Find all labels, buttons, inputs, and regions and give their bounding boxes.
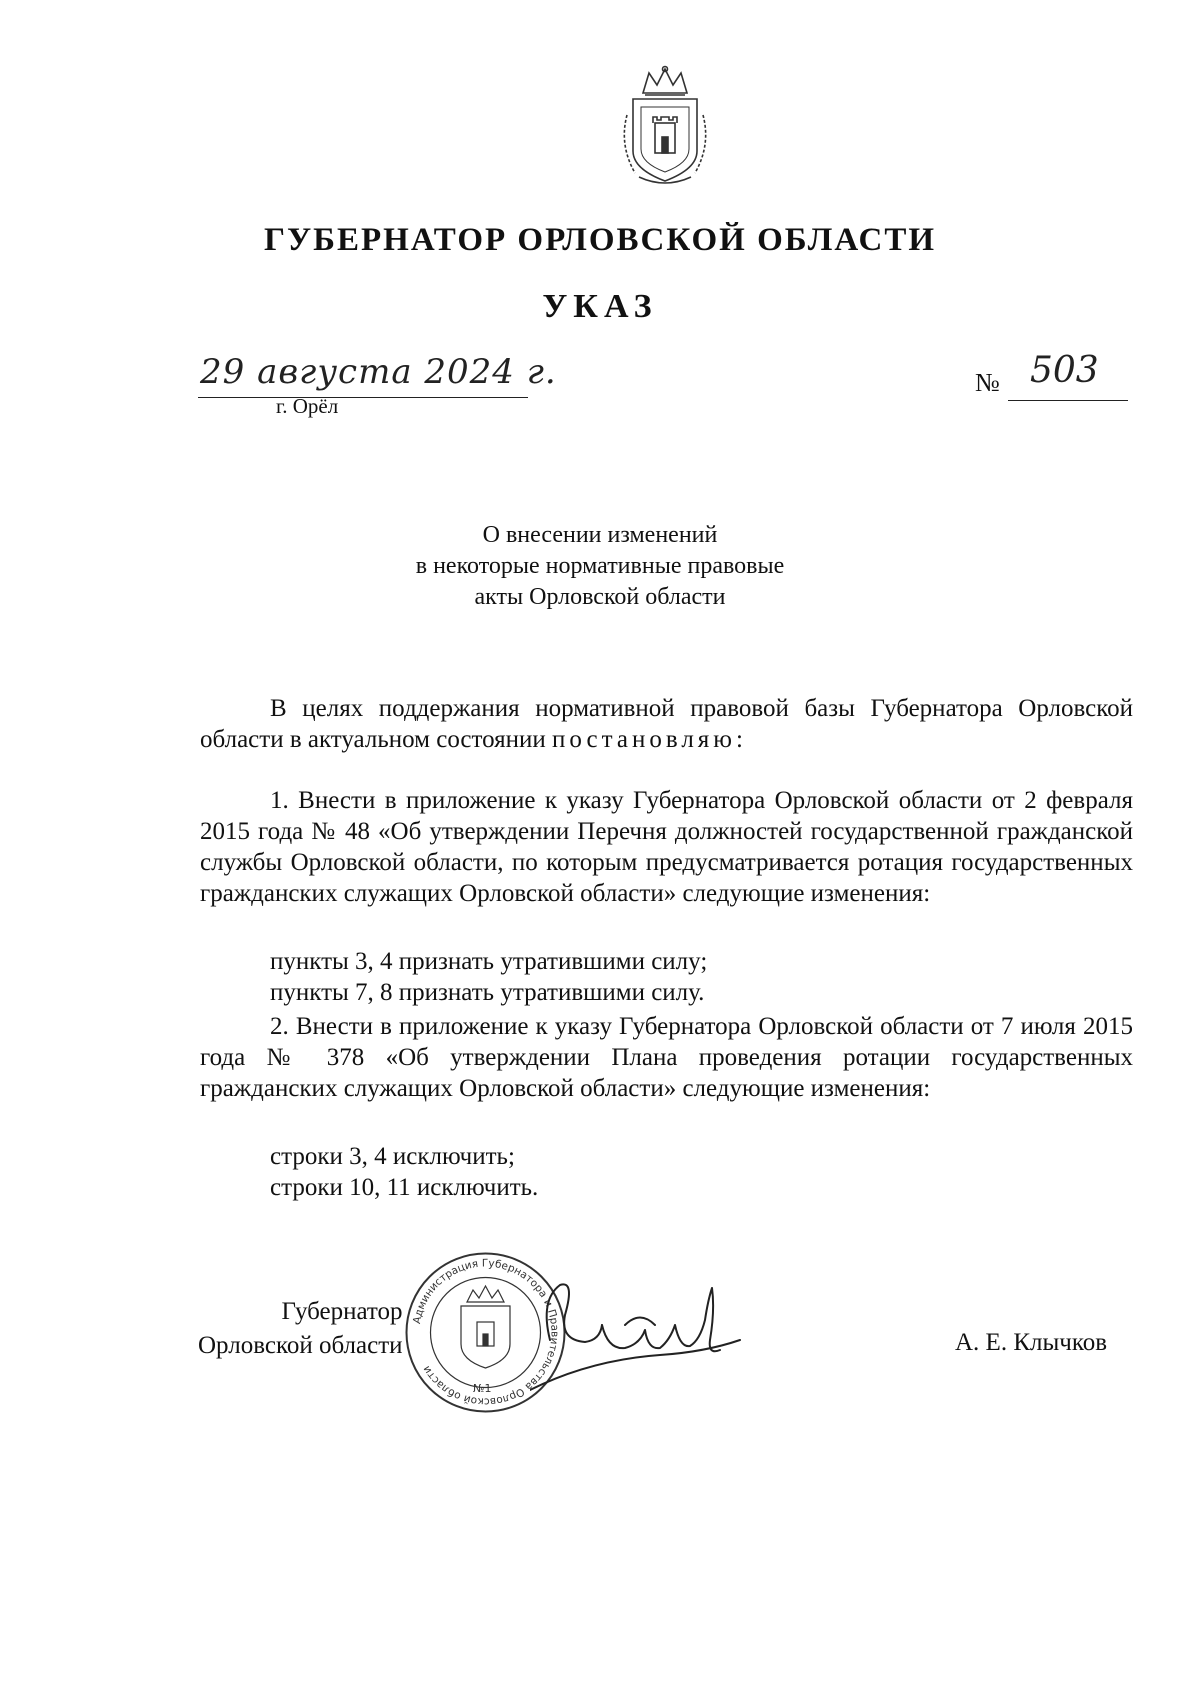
preamble-text: В целях поддержания нормативной правовой базы Губернатора Орловской области в актуальном состоянии [200, 695, 1133, 753]
svg-text:Администрация Губернатора и Пр: Администрация Губернатора и Правительства Орловской области [411, 1257, 561, 1408]
preamble-paragraph [200, 693, 1133, 755]
handwritten-signature [530, 1270, 760, 1410]
date-handwritten: 29 августа 2024 г. [200, 352, 557, 392]
preamble-end: : [735, 726, 743, 753]
preamble-emphasis: постановляю [552, 726, 736, 753]
org-title: ГУБЕРНАТОР ОРЛОВСКОЙ ОБЛАСТИ [263, 222, 937, 258]
signatory-name: А. Е. Клычков [955, 1329, 1108, 1356]
number-label: № [975, 368, 1000, 397]
doc-type-heading: УКАЗ [542, 288, 658, 325]
subject-line: О внесении изменений [482, 522, 718, 548]
subject-line: в некоторые нормативные правовые [415, 553, 785, 579]
svg-text:№1: №1 [473, 1382, 492, 1395]
city-label: г. Орёл [276, 394, 339, 418]
coat-of-arms-emblem [615, 65, 715, 190]
document-subject [0, 520, 1200, 613]
item-1-sub-1: пункты 3, 4 признать утратившими силу; [270, 948, 708, 975]
item-1-paragraph: 1. Внести в приложение к указу Губернатора Орловской области от 2 февраля 2015 года № 48 «Об утверждении Перечня должностей государственной гражданской службы Орловской области, по которым предусматривается ротация государственных гражданских служащих Орловской области» следующие изменения: [200, 787, 1133, 907]
position-line: Орловской области [198, 1332, 403, 1359]
subject-line: акты Орловской области [474, 584, 726, 610]
item-2-sub-2: строки 10, 11 исключить. [270, 1174, 539, 1201]
item-1-sub-2: пункты 7, 8 признать утратившими силу. [270, 979, 705, 1006]
number-underline [1008, 400, 1128, 401]
number-value: 503 [1030, 350, 1099, 391]
signatory-position [198, 1295, 403, 1363]
position-line: Губернатор [281, 1298, 403, 1325]
item-2-sub-1: строки 3, 4 исключить; [270, 1143, 515, 1170]
item-2-paragraph: 2. Внести в приложение к указу Губернатора Орловской области от 7 июля 2015 года № 378 «Об утверждении Плана проведения ротации государственных гражданских служащих Орловской области» следующие изменения: [200, 1013, 1133, 1102]
date-underline [198, 397, 528, 398]
